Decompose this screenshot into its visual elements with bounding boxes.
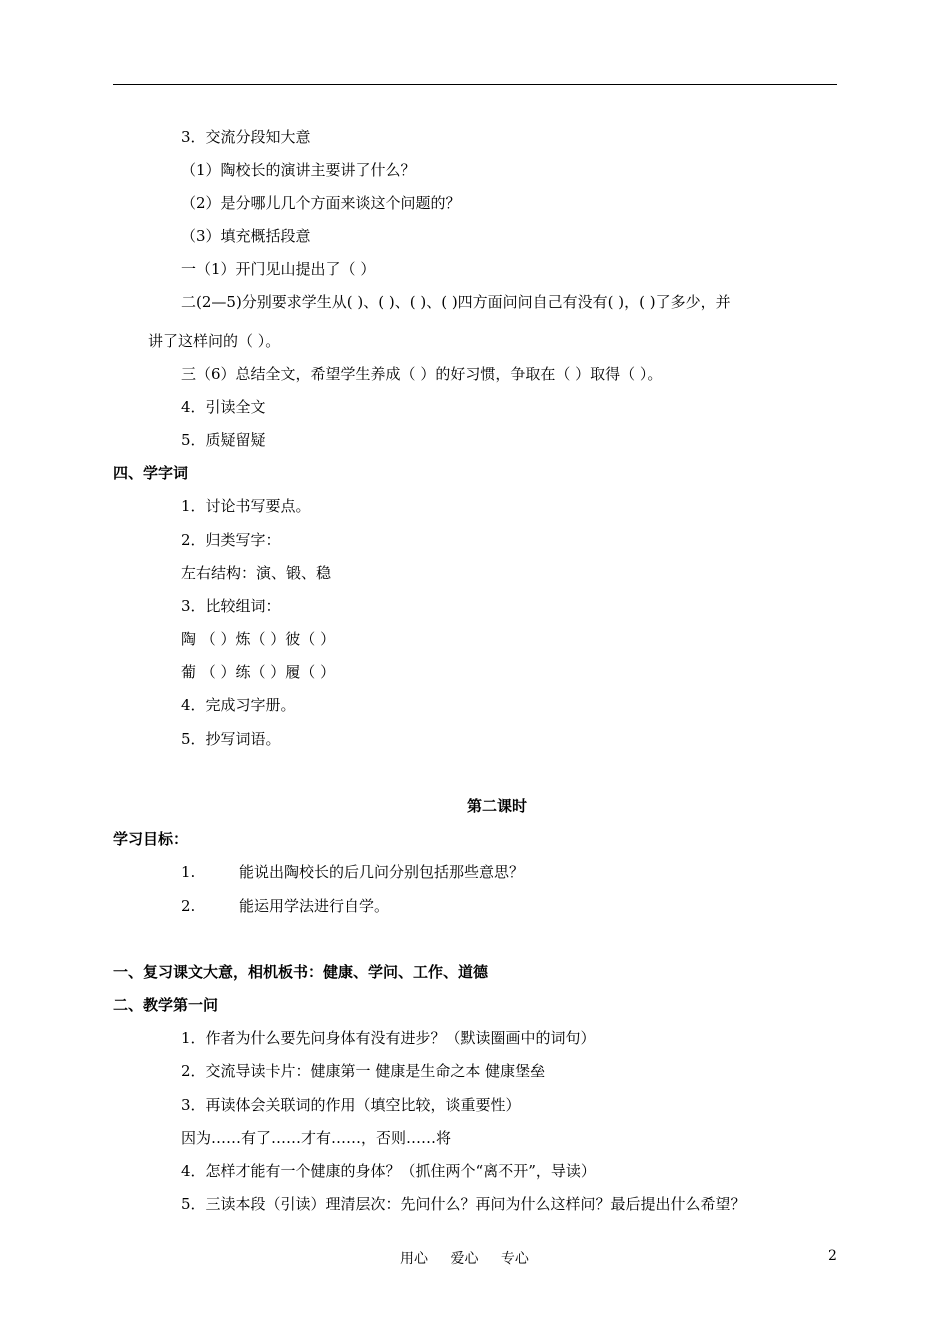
text-line: 因为……有了……才有……，否则……将 xyxy=(181,1129,452,1147)
objective-item xyxy=(181,862,524,882)
text-line: 4．怎样才能有一个健康的身体？（抓住两个“离不开”，导读） xyxy=(181,1162,596,1180)
page-number: 2 xyxy=(828,1248,837,1264)
text-line: 3．再读体会关联词的作用（填空比较，谈重要性） xyxy=(181,1096,521,1114)
text-line: 5．三读本段（引读）理清层次：先问什么？再问为什么这样问？最后提出什么希望？ xyxy=(181,1195,746,1213)
footer-text: 专心 xyxy=(500,1251,529,1267)
section-heading: 二、教学第一问 xyxy=(113,996,219,1014)
lesson-title: 第二课时 xyxy=(467,797,528,815)
objective-number: 2. xyxy=(181,897,196,915)
text-line: 陶 （ ）炼（ ）彼（ ） xyxy=(181,630,336,648)
footer-text: 爱心 xyxy=(450,1251,479,1267)
text-line: 讲了这样问的（ ）。 xyxy=(148,332,281,350)
objectives-heading: 学习目标： xyxy=(113,830,189,848)
text-line: 1．作者为什么要先问身体有没有进步？（默读圈画中的词句） xyxy=(181,1029,596,1047)
page-footer xyxy=(400,1248,547,1268)
objective-number: 1. xyxy=(181,863,196,881)
text-line: 三（6）总结全文，希望学生养成（ ）的好习惯，争取在（ ）取得（ ）。 xyxy=(181,365,663,383)
text-line: 5．质疑留疑 xyxy=(181,431,266,449)
text-line: 1．讨论书写要点。 xyxy=(181,497,311,515)
objective-text: 能说出陶校长的后几问分别包括那些意思？ xyxy=(239,863,525,881)
section-heading: 一、复习课文大意，相机板书：健康、学问、工作、道德 xyxy=(113,963,489,981)
text-line: （2）是分哪儿几个方面来谈这个问题的？ xyxy=(181,194,461,212)
text-line: 4．完成习字册。 xyxy=(181,696,296,714)
text-line: 葡 （ ）练（ ）履（ ） xyxy=(181,663,336,681)
footer-text: 用心 xyxy=(400,1251,428,1267)
text-line: 3．交流分段知大意 xyxy=(181,128,311,146)
objective-text: 能运用学法进行自学。 xyxy=(239,897,390,915)
text-line: 5．抄写词语。 xyxy=(181,730,281,748)
objective-item xyxy=(181,896,389,916)
text-line: 3．比较组词： xyxy=(181,597,281,615)
text-line: 一（1）开门见山提出了（ ） xyxy=(181,260,376,278)
text-line: 2．交流导读卡片：健康第一 健康是生命之本 健康堡垒 xyxy=(181,1062,546,1080)
text-line: 二(2—5)分别要求学生从( )、( )、( )、( )四方面问问自己有没有( )，( )了多少，并 xyxy=(181,293,731,311)
text-line: 4．引读全文 xyxy=(181,398,266,416)
header-rule xyxy=(113,84,837,85)
section-heading: 四、学字词 xyxy=(113,464,189,482)
text-line: （1）陶校长的演讲主要讲了什么？ xyxy=(181,161,416,179)
text-line: （3）填充概括段意 xyxy=(181,227,311,245)
text-line: 2．归类写字： xyxy=(181,531,281,549)
text-line: 左右结构：演、锻、稳 xyxy=(181,564,332,582)
